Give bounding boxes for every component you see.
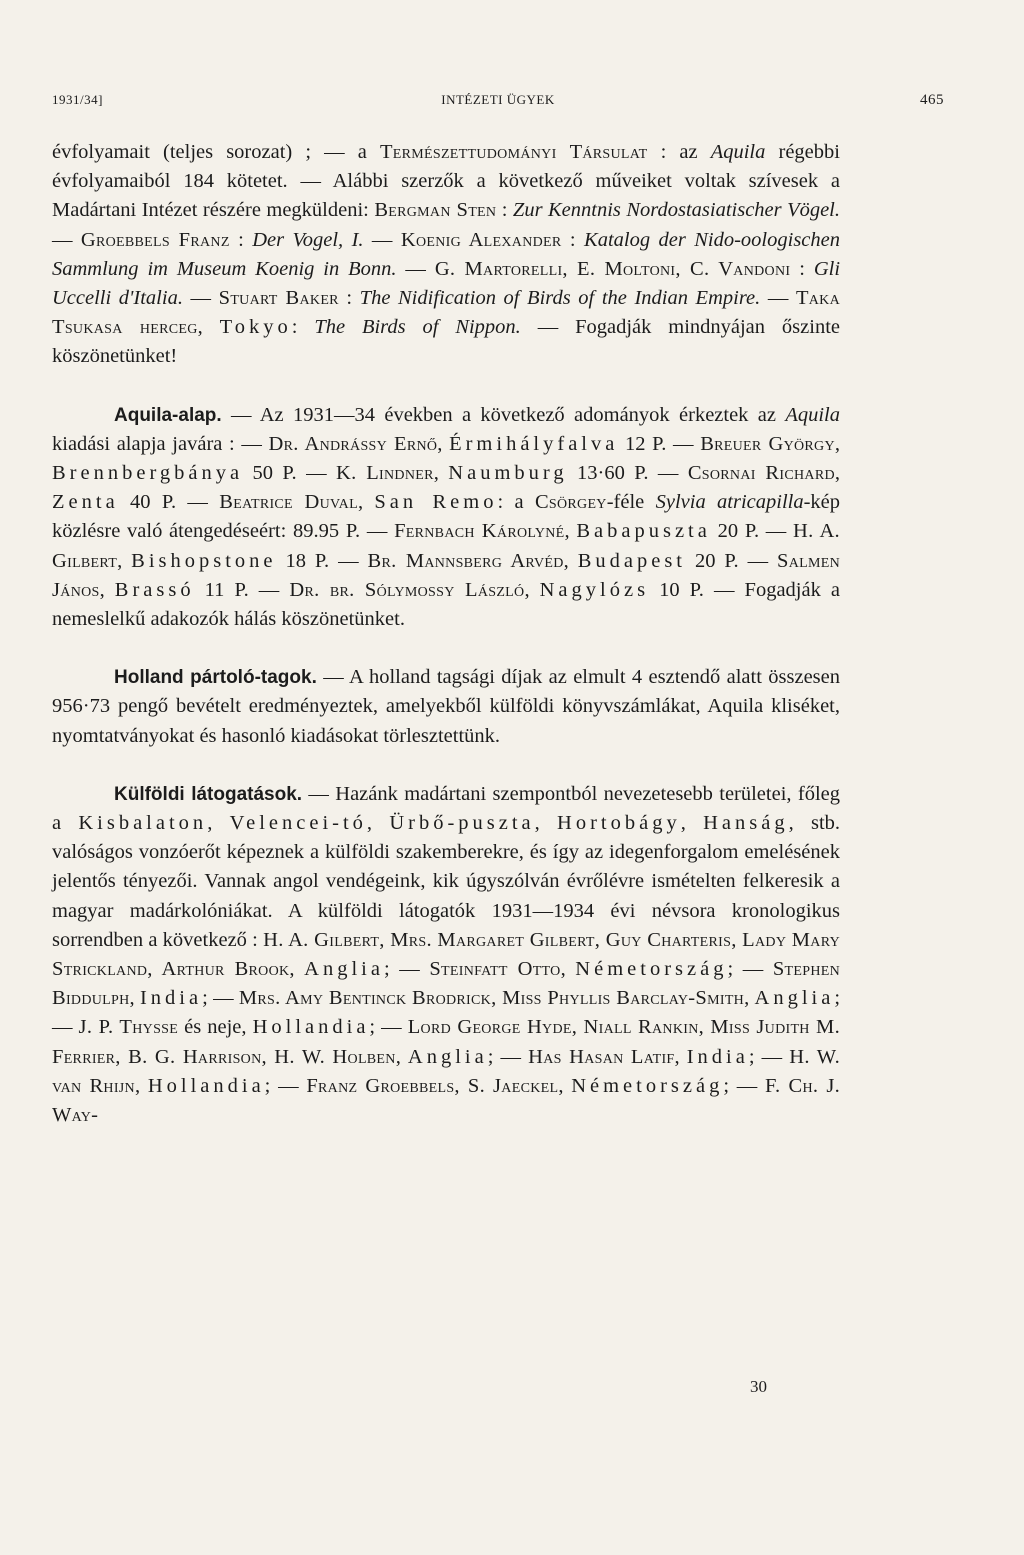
- place-name: Hortobágy: [557, 812, 681, 835]
- text-run: ,: [395, 1045, 408, 1068]
- place-name: Ürbő-puszta: [389, 812, 535, 835]
- page-number: 465: [920, 92, 944, 108]
- country-name: Németország: [571, 1074, 724, 1097]
- species-name: Sylvia atricapilla: [655, 491, 804, 514]
- text-run: ,: [117, 549, 132, 572]
- donor-name: Breuer György: [700, 432, 835, 455]
- visitor-names: F. Ch. J. Way-: [52, 1074, 841, 1127]
- text-run: ,: [197, 316, 220, 339]
- paragraph-foreign-visits: [52, 780, 840, 1130]
- place-name: Brennbergbánya: [52, 462, 244, 485]
- donor-name: Dr. Andrássy Ernő: [268, 432, 438, 455]
- donor-name: Salmen János: [52, 549, 841, 601]
- article-body: [52, 138, 840, 1130]
- country-name: Németország: [575, 958, 728, 981]
- text-run: -féle: [606, 491, 656, 514]
- text-run: 40 P. —: [118, 491, 220, 514]
- text-run: ,: [563, 549, 578, 572]
- text-run: —: [396, 257, 435, 280]
- visitor-names: Franz Groebbels, S. Jaeckel: [306, 1074, 559, 1097]
- country-name: Anglia: [407, 1045, 488, 1068]
- book-title: Katalog der Nido-oologischen Sammlung im Museum Koenig in Bonn.: [52, 228, 840, 280]
- author-name: G. Martorelli, E. Moltoni, C. Vandoni: [434, 257, 791, 280]
- text-run: , stb. valóságos vonzóerőt képeznek a külföldi szakemberekre, és így az idegenforgalom emelésének jelentős tényezői. Vannak angol vendégeink, kik úgyszólván évrőlévre ismételten felkeresik a magyar madárkolóniákat. A külföldi látogatók 1931—1934 évi névsora kronologikus sorrendben a következő :: [52, 812, 841, 951]
- place-name: San Remo: [374, 491, 498, 514]
- visitor-names: J. P. Thysse: [78, 1016, 179, 1039]
- visitor-names: Mrs. Amy Bentinck Brodrick, Miss Phyllis Barclay-Smith: [238, 987, 745, 1010]
- book-title: The Nidification of Birds of the Indian Empire.: [359, 287, 761, 310]
- donor-name: K. Lindner: [336, 462, 434, 485]
- text-run: ,: [834, 432, 841, 455]
- author-name: Bergman Sten: [374, 199, 497, 222]
- author-name: Stuart Baker: [218, 287, 339, 310]
- place-name: Babapuszta: [576, 520, 711, 543]
- place-name: Velencei-tó: [229, 812, 367, 835]
- section-heading: Külföldi látogatások.: [114, 783, 303, 805]
- place-name: Budapest: [577, 549, 686, 572]
- text-run: 18 P. —: [276, 549, 368, 572]
- text-run: — A holland tagsági díjak az elmult 4 esztendő alatt összesen 956·73 pengő bevételt eredményeztek, amelyekből külföldi könyvszámlákat, Aquila kliséket, nyomtatványokat és hasonló kiadásokat törlesztettünk.: [52, 666, 841, 747]
- text-run: ; —: [52, 987, 841, 1039]
- country-name: Hollandia: [147, 1074, 265, 1097]
- author-name: Koenig Alexander: [400, 228, 562, 251]
- text-run: régebbi évfolyamaiból 184 kötetet. — Alábbi szerzők a következő műveiket voltak szívesek a Madártani Intézet részére megküldeni:: [52, 141, 840, 222]
- text-run: — Fogadják mindnyájan őszinte köszönetünket!: [52, 316, 840, 368]
- text-run: ; —: [202, 987, 239, 1010]
- text-run: —: [52, 228, 81, 251]
- text-run: ,: [534, 812, 558, 835]
- visitor-names: Lord George Hyde, Niall Rankin, Miss Judith M. Ferrier, B. G. Harrison, H. W. Holben: [52, 1016, 841, 1068]
- place-name: Hanság: [703, 812, 789, 835]
- text-run: :: [229, 228, 253, 251]
- text-run: —: [182, 287, 219, 310]
- book-title: The Birds of Nippon.: [314, 316, 521, 339]
- text-run: ,: [680, 812, 704, 835]
- text-run: 12 P. —: [618, 432, 701, 455]
- text-run: 20 P. —: [710, 520, 794, 543]
- text-run: ,: [134, 1074, 148, 1097]
- country-name: Hollandia: [252, 1016, 370, 1039]
- text-run: : az: [647, 141, 711, 163]
- visitor-names: Has Hasan Latif: [528, 1045, 675, 1068]
- signature-mark: 30: [750, 1377, 767, 1396]
- text-run: :: [291, 316, 315, 339]
- text-run: ,: [289, 958, 305, 981]
- text-run: :: [496, 199, 513, 222]
- visitor-names: Stephen Biddulph: [52, 958, 841, 1010]
- text-run: ,: [437, 432, 450, 455]
- text-run: ,: [433, 462, 449, 485]
- text-run: ,: [674, 1045, 687, 1068]
- text-run: ,: [564, 520, 577, 543]
- donor-name: Beatrice Duval: [219, 491, 358, 514]
- text-run: ; —: [487, 1045, 529, 1068]
- text-run: ,: [207, 812, 230, 835]
- text-run: ,: [834, 462, 840, 485]
- donor-name: Csornai Richard: [687, 462, 835, 485]
- text-run: ; —: [723, 1074, 765, 1097]
- text-run: ; —: [727, 958, 773, 981]
- place-name: Nagylózs: [539, 578, 650, 601]
- text-run: 10 P. — Fogadják a nemeslelkű adakozók hálás köszönetünket.: [52, 578, 840, 631]
- place-name: Bishopstone: [131, 549, 277, 572]
- text-run: ,: [524, 578, 540, 601]
- text-run: —: [760, 287, 796, 310]
- text-run: ,: [558, 1074, 572, 1097]
- journal-title: Aquila: [710, 141, 766, 163]
- header-title: INTÉZETI ÜGYEK: [441, 92, 555, 107]
- author-name: Taka Tsukasa herceg: [52, 287, 841, 339]
- text-run: — Az 1931—34 években a következő adományok érkeztek az: [221, 403, 786, 426]
- book-title: Gli Uccelli d'Italia.: [52, 257, 841, 310]
- paragraph-dutch-members: [52, 663, 840, 751]
- running-header: [52, 92, 944, 112]
- section-heading: Holland pártoló-tagok.: [114, 667, 317, 689]
- text-run: 11 P. —: [194, 578, 290, 601]
- journal-title: Aquila: [785, 403, 840, 426]
- text-run: : a: [497, 491, 535, 514]
- place-name: Naumburg: [448, 462, 568, 485]
- author-name: Groebbels Franz: [80, 228, 230, 251]
- donor-name: Fernbach Károlyné: [394, 520, 565, 543]
- book-title: Zur Kenntnis Nordostasiatischer Vögel.: [512, 199, 841, 222]
- country-name: Anglia: [754, 987, 835, 1010]
- text-run: évfolyamait (teljes sorozat) ; — a: [52, 141, 380, 163]
- text-run: ,: [366, 812, 390, 835]
- country-name: India: [139, 987, 203, 1010]
- text-run: -kép közlésre való átengedéseért: 89.95 P. —: [52, 491, 841, 543]
- text-run: :: [790, 257, 814, 280]
- section-heading: Aquila-alap.: [114, 404, 222, 426]
- text-run: és neje,: [178, 1016, 253, 1039]
- place-name: Brassó: [114, 578, 195, 601]
- society-name: Természettudományi Társulat: [379, 141, 648, 163]
- text-run: ,: [560, 958, 576, 981]
- visitor-names: H. A. Gilbert, Mrs. Margaret Gilbert, Guy Charteris, Lady Mary Strickland, Arthur Brook: [52, 928, 840, 981]
- text-run: ,: [357, 491, 375, 514]
- text-run: ; —: [748, 1045, 790, 1068]
- text-run: ,: [99, 578, 115, 601]
- text-run: kiadási alapja javára : —: [52, 432, 269, 455]
- book-title: Der Vogel, I.: [252, 228, 364, 251]
- text-run: ; —: [383, 958, 430, 981]
- text-run: :: [561, 228, 585, 251]
- text-run: —: [363, 228, 401, 251]
- header-volume: 1931/34]: [52, 92, 103, 107]
- visitor-names: H. W. van Rhijn: [52, 1045, 840, 1097]
- text-run: ; —: [369, 1016, 408, 1039]
- text-run: 50 P. —: [243, 462, 336, 485]
- text-run: ; —: [264, 1074, 307, 1097]
- place-name: Zenta: [52, 491, 119, 514]
- place-name: Érmihályfalva: [449, 432, 619, 455]
- donor-name: Br. Mannsberg Arvéd: [367, 549, 564, 572]
- donor-name: H. A. Gilbert: [52, 520, 840, 572]
- paragraph-publications: [52, 138, 840, 372]
- person-name: Csörgey: [534, 491, 607, 514]
- place-name: Kisbalaton: [78, 812, 208, 835]
- text-run: ,: [744, 987, 755, 1010]
- donor-name: Dr. br. Sólymossy László: [289, 578, 525, 601]
- text-run: — Hazánk madártani szempontból nevezetesebb területei, főleg a: [52, 782, 840, 835]
- country-name: India: [686, 1045, 749, 1068]
- text-run: 20 P. —: [686, 549, 778, 572]
- visitor-names: Steinfatt Otto: [429, 958, 561, 981]
- text-run: ,: [129, 987, 140, 1010]
- country-name: Anglia: [304, 958, 384, 981]
- text-run: 13·60 P. —: [567, 462, 688, 485]
- place-name: Tokyo: [219, 316, 292, 339]
- paragraph-aquila-fund: [52, 401, 840, 635]
- text-run: :: [338, 287, 360, 310]
